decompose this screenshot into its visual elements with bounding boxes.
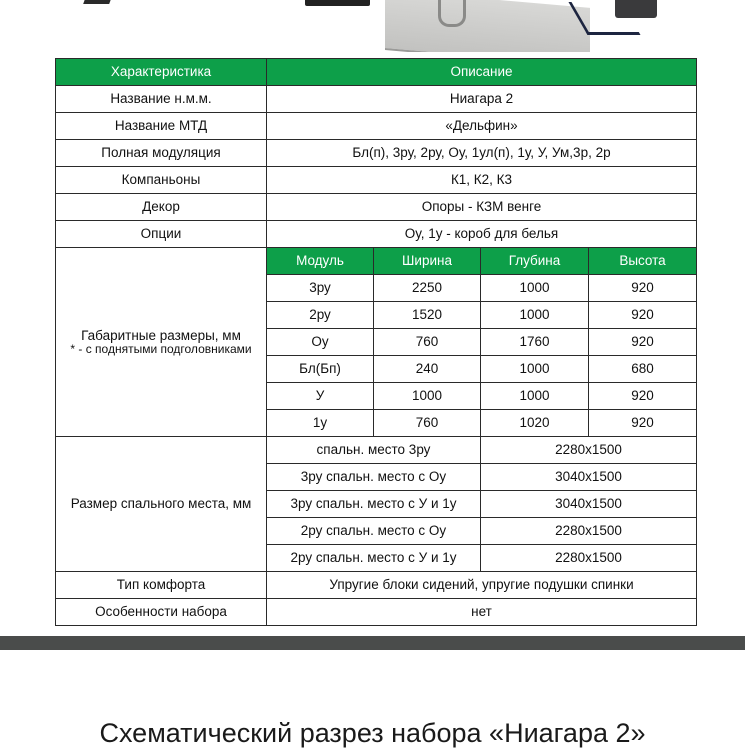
sleep-cell: 2ру спальн. место с У и 1у — [267, 545, 481, 572]
product-photo-part-right — [615, 0, 657, 18]
dimensions-label: Габаритные размеры, мм — [81, 327, 241, 343]
dim-cell: У — [267, 383, 374, 410]
table-row — [56, 599, 697, 626]
dimensions-header-row — [56, 248, 697, 275]
dim-cell: 1760 — [481, 329, 589, 356]
dim-cell: 760 — [374, 410, 481, 437]
dim-cell: 920 — [589, 329, 697, 356]
comfort-value: Упругие блоки сидений, упругие подушки спинки — [267, 572, 697, 599]
row-value: Опоры - КЗМ венге — [267, 194, 697, 221]
dim-cell: 1000 — [481, 275, 589, 302]
dim-col-module: Модуль — [267, 248, 374, 275]
table-row — [56, 194, 697, 221]
dim-col-height: Высота — [589, 248, 697, 275]
sleep-size: 2280x1500 — [481, 437, 697, 464]
sleep-size: 2280x1500 — [481, 518, 697, 545]
product-photo-handle — [438, 0, 466, 27]
dim-cell: 3ру — [267, 275, 374, 302]
sleep-size: 3040x1500 — [481, 491, 697, 518]
header-characteristic: Характеристика — [56, 59, 267, 86]
comfort-label: Тип комфорта — [56, 572, 267, 599]
dim-cell: 920 — [589, 302, 697, 329]
row-label: Полная модуляция — [56, 140, 267, 167]
features-label: Особенности набора — [56, 599, 267, 626]
product-photo-part — [305, 0, 370, 6]
dim-cell: 1000 — [481, 383, 589, 410]
dim-cell: 680 — [589, 356, 697, 383]
sleep-cell: 2ру спальн. место с Оу — [267, 518, 481, 545]
dimensions-note: * - с поднятыми подголовниками — [70, 341, 252, 356]
row-label: Название н.м.м. — [56, 86, 267, 113]
spec-table — [55, 58, 697, 626]
dim-cell: 1у — [267, 410, 374, 437]
row-value: Бл(п), 3ру, 2ру, Оу, 1ул(п), 1у, У, Ум,3р, 2р — [267, 140, 697, 167]
row-label: Название МТД — [56, 113, 267, 140]
row-value: «Дельфин» — [267, 113, 697, 140]
dim-cell: Бл(Бп) — [267, 356, 374, 383]
row-label: Декор — [56, 194, 267, 221]
dim-cell: 1020 — [481, 410, 589, 437]
header-description: Описание — [267, 59, 697, 86]
dim-cell: 920 — [589, 275, 697, 302]
product-photo-body — [385, 0, 590, 52]
sleep-label: Размер спального места, мм — [56, 437, 267, 572]
dim-cell: Оу — [267, 329, 374, 356]
table-row — [56, 167, 697, 194]
row-label: Компаньоны — [56, 167, 267, 194]
sleep-cell: 3ру спальн. место с У и 1у — [267, 491, 481, 518]
table-row — [56, 437, 697, 464]
table-header-row — [56, 59, 697, 86]
dim-cell: 1000 — [374, 383, 481, 410]
table-row — [56, 86, 697, 113]
dim-col-depth: Глубина — [481, 248, 589, 275]
dim-cell: 760 — [374, 329, 481, 356]
dim-cell: 1000 — [481, 302, 589, 329]
row-value: Оу, 1у - короб для белья — [267, 221, 697, 248]
dim-cell: 920 — [589, 410, 697, 437]
dim-cell: 2250 — [374, 275, 481, 302]
dimensions-label-cell — [56, 248, 267, 437]
table-row — [56, 572, 697, 599]
product-photo — [0, 0, 745, 52]
sleep-size: 3040x1500 — [481, 464, 697, 491]
table-row — [56, 113, 697, 140]
dim-cell: 1000 — [481, 356, 589, 383]
section-divider — [0, 636, 745, 650]
features-value: нет — [267, 599, 697, 626]
dim-col-width: Ширина — [374, 248, 481, 275]
dim-cell: 240 — [374, 356, 481, 383]
table-row — [56, 221, 697, 248]
row-label: Опции — [56, 221, 267, 248]
row-value: Ниагара 2 — [267, 86, 697, 113]
sleep-cell: 3ру спальн. место с Оу — [267, 464, 481, 491]
dim-cell: 2ру — [267, 302, 374, 329]
dim-cell: 1520 — [374, 302, 481, 329]
section-title: Схематический разрез набора «Ниагара 2» — [99, 718, 646, 748]
table-row — [56, 140, 697, 167]
product-photo-leg-left — [83, 0, 113, 4]
sleep-cell: спальн. место 3ру — [267, 437, 481, 464]
row-value: К1, К2, К3 — [267, 167, 697, 194]
dim-cell: 920 — [589, 383, 697, 410]
sleep-size: 2280x1500 — [481, 545, 697, 572]
